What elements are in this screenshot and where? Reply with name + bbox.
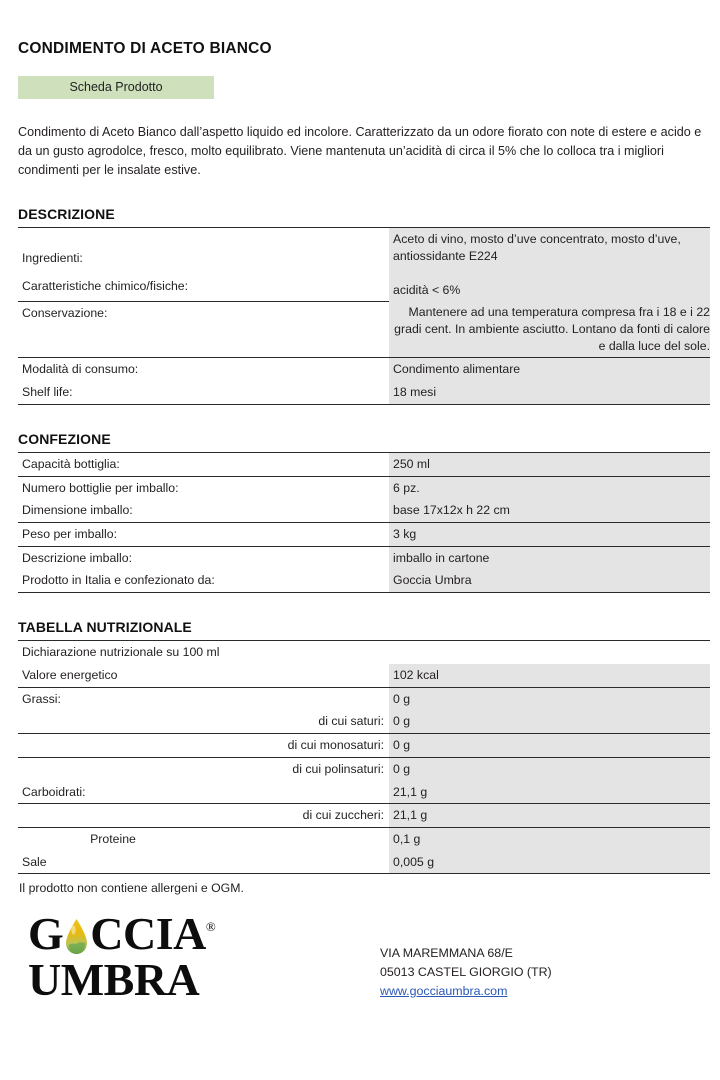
address-city: 05013 CASTEL GIORGIO (TR) [380,964,552,979]
row-label [18,804,389,828]
row-label: Conservazione: [18,301,389,358]
row-label-text: di cui zuccheri: [302,808,384,823]
logo-letter-g: G [28,908,64,959]
table-row [18,546,710,569]
row-label: Numero bottiglie per imballo: [22,480,179,495]
company-address [380,944,552,1001]
row-label [18,710,389,733]
row-value: 0 g [389,757,710,780]
chemical-value: acidità < 6% [393,282,461,297]
table-row [18,381,710,404]
row-value: 6 pz. [389,476,710,499]
row-label: Capacità bottiglia: [18,452,389,476]
table-row [18,851,710,874]
row-value: imballo in cartone [389,546,710,569]
table-row [18,827,710,850]
row-label-text: di cui monosaturi: [287,738,384,753]
table-row [18,452,710,476]
table-descrizione [18,227,710,404]
row-label: Prodotto in Italia e confezionato da: [18,569,389,592]
oil-drop-icon [63,918,90,956]
row-value: 0 g [389,710,710,733]
row-label: Carboidrati: [18,781,389,804]
table-row [18,476,710,499]
table-row [18,641,710,664]
declaration-value [389,641,710,664]
row-label [18,757,389,780]
brand-logo [28,908,228,1005]
row-value: 102 kcal [389,664,710,687]
row-label [18,827,389,850]
page-footer [0,902,720,1042]
row-value: 0,1 g [389,827,710,850]
address-street: VIA MAREMMANA 68/E [380,946,513,960]
row-value: 0,005 g [389,851,710,874]
row-label-text: Proteine [90,831,136,846]
row-value: 21,1 g [389,804,710,828]
row-label: Dimensione imballo: [18,499,389,522]
table-row [18,358,710,381]
table-row [18,523,710,547]
row-value [389,228,710,301]
table-row [18,569,710,592]
table-row [18,499,710,522]
row-value: Goccia Umbra [389,569,710,592]
logo-letters-ccia: CCIA [90,908,206,959]
row-label: Descrizione imballo: [22,550,133,565]
row-value: Mantenere ad una temperatura compresa fra i 18 e i 22 gradi cent. In ambiente asciutto. Lontano da fonti di calore e dalla luce del sole. [389,301,710,358]
table-row [18,228,710,275]
row-label: Peso per imballo: [18,523,389,547]
declaration-label: Dichiarazione nutrizionale su 100 ml [18,641,389,664]
product-sheet-page [0,40,720,895]
table-row [18,710,710,733]
row-value: 21,1 g [389,781,710,804]
logo-line-umbra: UMBRA [28,954,200,1005]
page-title: CONDIMENTO DI ACETO BIANCO [18,40,272,57]
table-row [18,664,710,687]
website-link[interactable]: www.gocciaumbra.com [380,983,508,998]
row-value: 3 kg [389,523,710,547]
section-heading-nutrizionale: TABELLA NUTRIZIONALE [18,619,192,636]
table-nutrizionale [18,640,710,874]
status-badge: Scheda Prodotto [18,76,214,99]
intro-paragraph: Condimento di Aceto Bianco dall’aspetto liquido ed incolore. Caratterizzato da un odore fiorato con note di estere e acido e da un gusto agrodolce, fresco, molto equilibrato. Viene mantenuta un’acidità di circa il 5% che lo colloca tra i migliori condimenti per le insalate estive. [18,125,702,178]
row-label: Modalità di consumo: [22,362,139,377]
section-heading-confezione: CONFEZIONE [18,430,111,447]
row-label: Shelf life: [18,381,389,404]
row-value: Condimento alimentare [389,358,710,381]
row-label-text: di cui saturi: [318,714,384,729]
table-row [18,301,710,358]
logo-line-goccia [28,908,228,959]
row-label: Grassi: [22,691,61,706]
row-label: Caratteristiche chimico/fisiche: [18,275,389,301]
table-row [18,757,710,780]
table-row [18,734,710,758]
ingredients-value: Aceto di vino, mosto d’uve concentrato, mosto d’uve, antiossidante E224 [393,232,681,264]
row-label: Valore energetico [18,664,389,687]
row-value: 250 ml [389,452,710,476]
row-label: Sale [18,851,389,874]
table-row [18,687,710,710]
row-label [18,734,389,758]
row-value: base 17x12x h 22 cm [389,499,710,522]
row-value: 0 g [389,687,710,710]
row-label: Ingredienti: [18,228,389,275]
table-row [18,804,710,828]
allergen-note: Il prodotto non contiene allergeni e OGM. [19,881,244,896]
row-label-text: di cui polinsaturi: [292,761,384,776]
row-value: 18 mesi [389,381,710,404]
table-confezione [18,452,710,593]
table-row [18,781,710,804]
registered-trademark-icon: ® [205,919,216,934]
section-heading-descrizione: DESCRIZIONE [18,206,115,223]
row-value: 0 g [389,734,710,758]
